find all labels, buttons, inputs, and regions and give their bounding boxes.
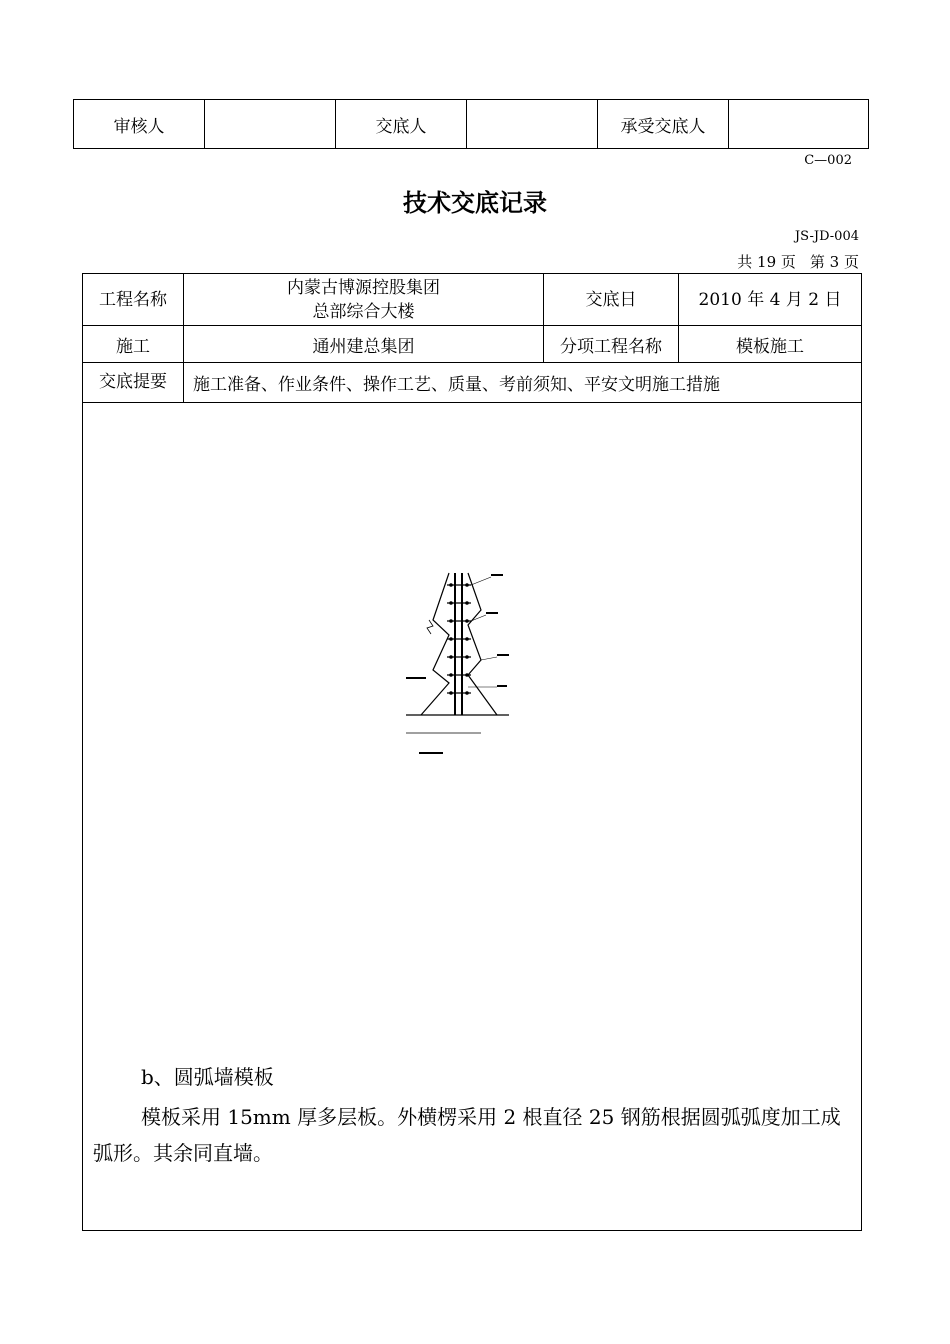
construction-label: 施工 <box>83 326 184 363</box>
project-name-value <box>184 274 544 326</box>
reviewer-label: 审核人 <box>74 100 205 149</box>
content-paragraph: 模板采用 15mm 厚多层板。外横楞采用 2 根直径 25 钢筋根据圆弧弧度加工成弧形。其余同直墙。 <box>93 1105 841 1165</box>
formwork-drawing <box>401 565 591 765</box>
project-name-label: 工程名称 <box>83 274 184 326</box>
project-name-line2: 总部综合大楼 <box>312 301 415 322</box>
receiver-value <box>729 100 869 149</box>
page-info <box>737 251 859 272</box>
document-code: JS-JD-004 <box>794 229 859 244</box>
subproject-label: 分项工程名称 <box>544 326 679 363</box>
project-name-line1: 内蒙古博源控股集团 <box>287 277 440 298</box>
document-title: 技术交底记录 <box>403 189 547 217</box>
construction-value: 通州建总集团 <box>184 326 544 363</box>
summary-value: 施工准备、作业条件、操作工艺、质量、考前须知、平安文明施工措施 <box>184 363 862 403</box>
date-label: 交底日 <box>544 274 679 326</box>
form-code: C—002 <box>804 153 852 168</box>
subproject-value: 模板施工 <box>679 326 862 363</box>
page-total: 共 19 页 <box>737 253 796 271</box>
disclosure-table <box>82 273 862 1231</box>
summary-label: 交底提要 <box>83 363 184 403</box>
discloser-value <box>467 100 598 149</box>
content-cell <box>83 403 862 1231</box>
discloser-label: 交底人 <box>336 100 467 149</box>
reviewer-value <box>205 100 336 149</box>
date-value: 2010 年 4 月 2 日 <box>679 274 862 326</box>
receiver-label: 承受交底人 <box>598 100 729 149</box>
page-current: 第 3 页 <box>809 253 859 271</box>
content-heading: b、圆弧墙模板 <box>141 1065 274 1089</box>
signature-table <box>73 99 869 149</box>
